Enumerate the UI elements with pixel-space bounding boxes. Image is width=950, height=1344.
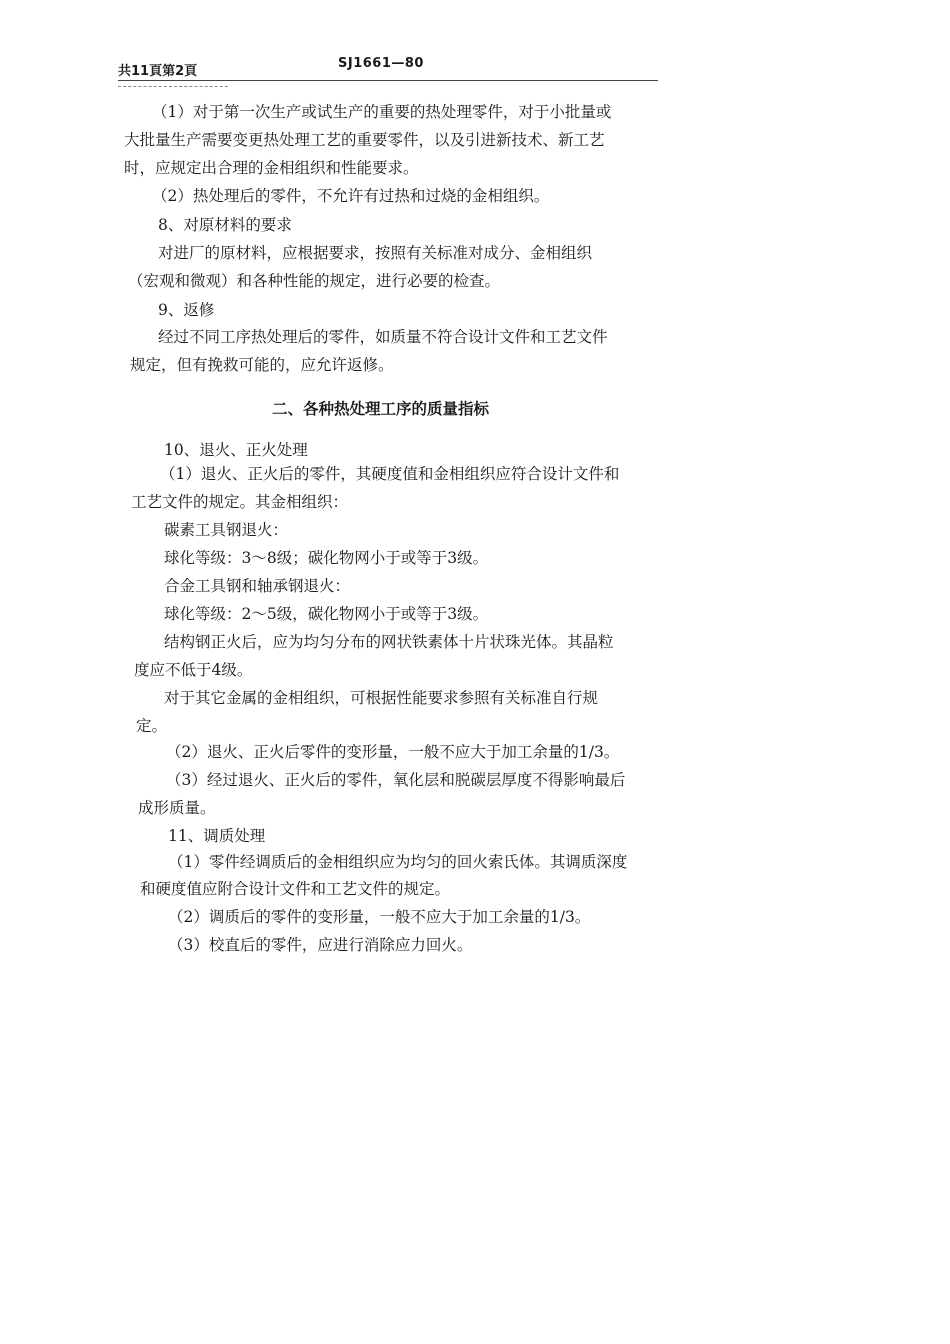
text-line: 对于其它金属的金相组织，可根据性能要求参照有关标准自行规 [164,689,599,707]
text-line: （1）对于第一次生产或试生产的重要的热处理零件，对于小批量或 [152,103,612,121]
text-line: （2）调质后的零件的变形量，一般不应大于加工余量的1/3。 [168,908,591,926]
text-line: 度应不低于4级。 [134,661,253,679]
text-line: 球化等级：3～8级；碳化物网小于或等于3级。 [164,549,489,567]
section-item-title: 8、对原材料的要求 [158,216,292,234]
text-line: （1）退火、正火后的零件，其硬度值和金相组织应符合设计文件和 [160,465,620,483]
section-item-title: 10、退火、正火处理 [164,441,308,459]
text-line: 球化等级：2～5级，碳化物网小于或等于3级。 [164,605,489,623]
text-line: 合金工具钢和轴承钢退火： [164,577,351,595]
text-line: （宏观和微观）和各种性能的规定，进行必要的检查。 [128,272,501,290]
text-line: 大批量生产需要变更热处理工艺的重要零件，以及引进新技术、新工艺 [124,131,605,149]
text-line: 经过不同工序热处理后的零件，如质量不符合设计文件和工艺文件 [158,328,608,346]
section-heading: 二、各种热处理工序的质量指标 [272,400,490,418]
header-divider-dashed [118,86,228,87]
text-line: 定。 [136,717,168,735]
text-line: （2）热处理后的零件，不允许有过热和过烧的金相组织。 [152,187,550,205]
page-number: 共11頁第2頁 [118,64,198,79]
section-item-title: 9、返修 [158,301,215,319]
text-line: （1）零件经调质后的金相组织应为均匀的回火索氏体。其调质深度 [168,853,628,871]
text-line: 成形质量。 [138,799,216,817]
header-divider [118,80,658,81]
text-line: 对进厂的原材料，应根据要求，按照有关标准对成分、金相组织 [158,244,593,262]
text-line: （3）校直后的零件，应进行消除应力回火。 [168,936,473,954]
text-line: 工艺文件的规定。其金相组织： [131,493,349,511]
text-line: 碳素工具钢退火： [164,521,289,539]
text-line: （3）经过退火、正火后的零件，氧化层和脱碳层厚度不得影响最后 [166,771,626,789]
text-line: 结构钢正火后，应为均匀分布的网状铁素体十片状珠光体。其晶粒 [164,633,614,651]
section-item-title: 11、调质处理 [168,827,266,845]
text-line: 时，应规定出合理的金相组织和性能要求。 [124,159,419,177]
text-line: 规定，但有挽救可能的，应允许返修。 [130,356,394,374]
text-line: （2）退火、正火后零件的变形量，一般不应大于加工余量的1/3。 [166,743,620,761]
text-line: 和硬度值应附合设计文件和工艺文件的规定。 [140,880,451,898]
document-code: SJ1661—80 [338,56,424,71]
